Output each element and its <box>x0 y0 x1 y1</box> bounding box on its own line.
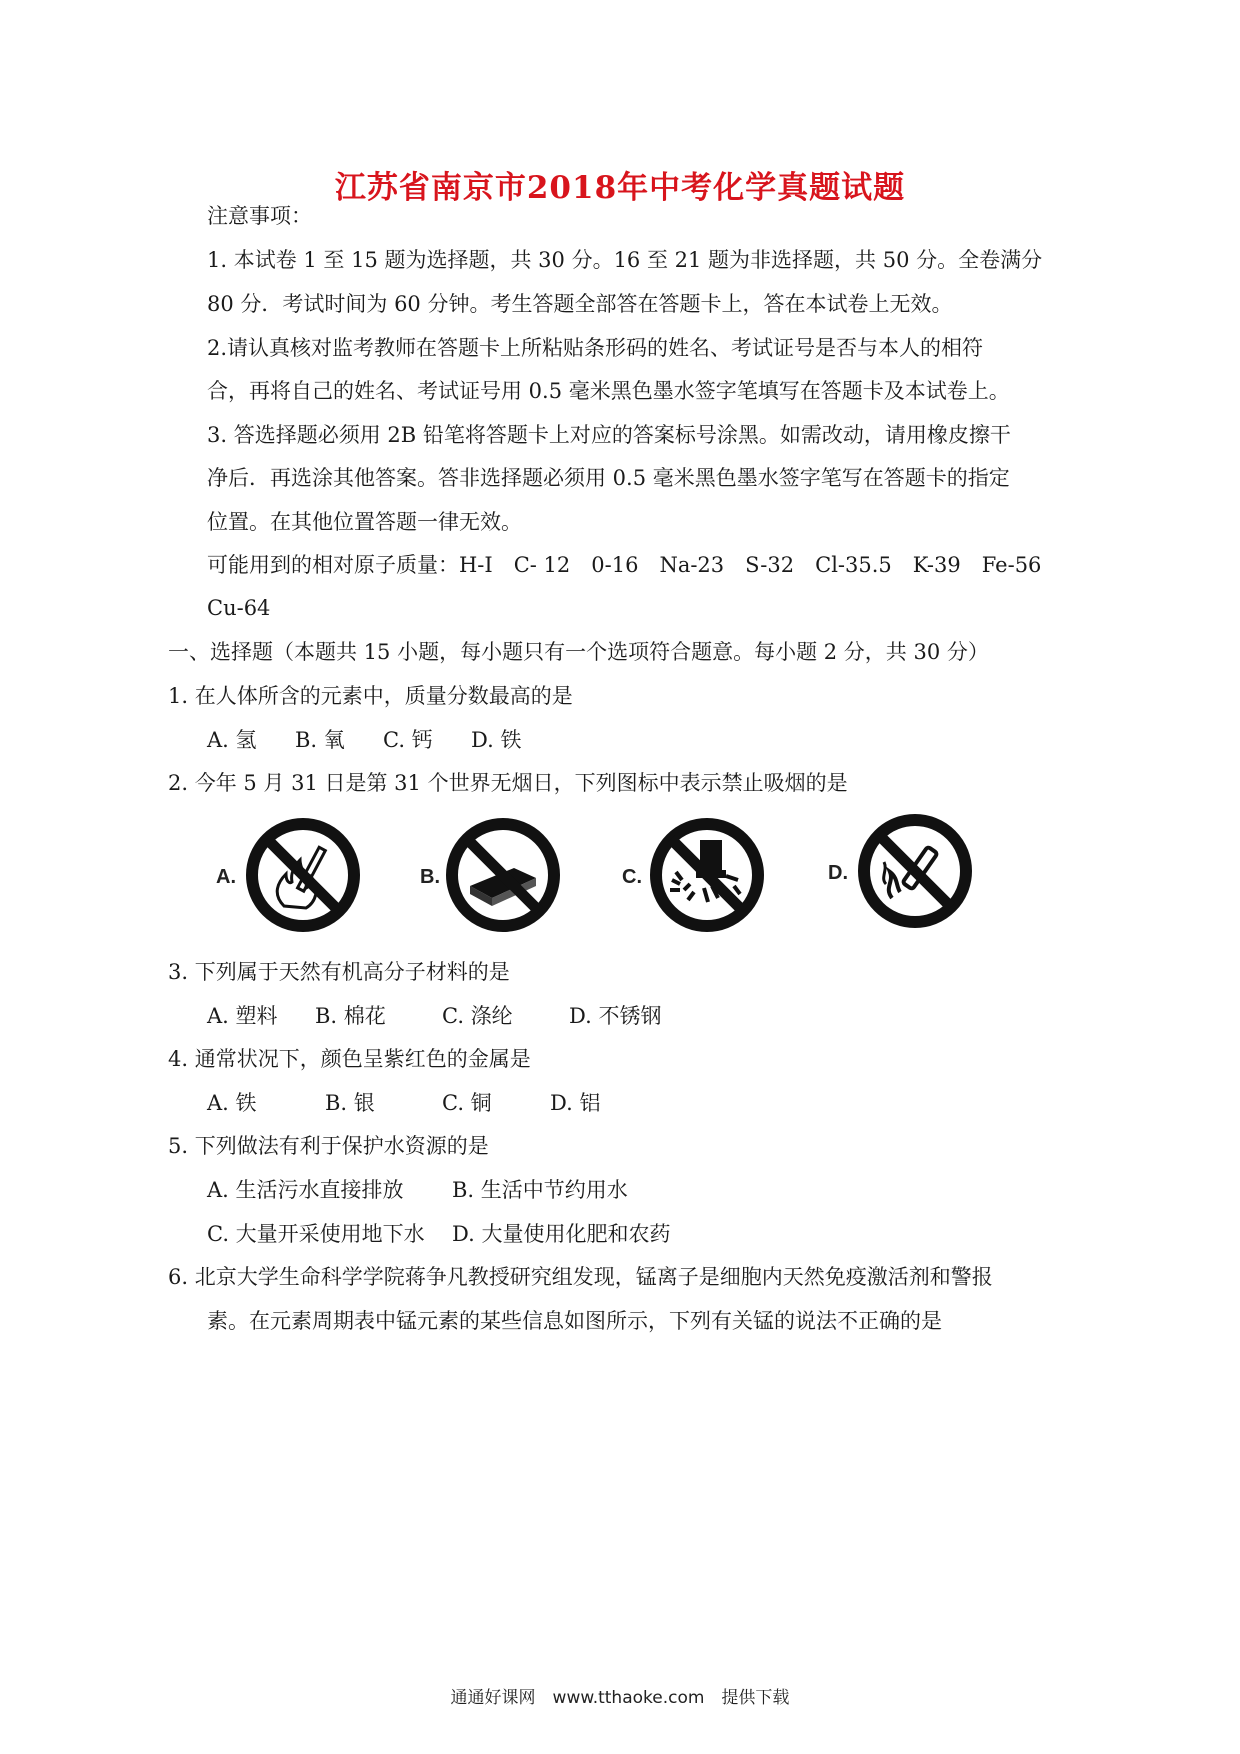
atomic-masses-cont: Cu-64 <box>207 596 271 620</box>
sign-c-label: C. <box>622 866 642 888</box>
question-5: 5. 下列做法有利于保护水资源的是 <box>168 1134 489 1158</box>
sign-b-label: B. <box>420 866 440 888</box>
notice-line: 1. 本试卷 1 至 15 题为选择题，共 30 分。16 至 21 题为非选择题，共 50 分。全卷满分 <box>207 248 1043 272</box>
no-matches-icon <box>444 816 562 934</box>
atomic-masses: 可能用到的相对原子质量：H-I C- 12 0-16 Na-23 S-32 Cl-35.5 K-39 Fe-56 <box>207 553 1042 577</box>
notice-heading: 注意事项： <box>207 204 312 228</box>
page-title: 江苏省南京市2018年中考化学真题试题 <box>334 170 906 206</box>
notice-line: 80 分．考试时间为 60 分钟。考生答题全部答在答题卡上，答在本试卷上无效。 <box>207 292 953 316</box>
footer-source: 通通好课网 www.tthaoke.com 提供下载 <box>450 1688 790 1708</box>
no-smoking-icon <box>856 812 974 930</box>
q5-option-d: D. 大量使用化肥和农药 <box>452 1222 671 1246</box>
q5-option-b: B. 生活中节约用水 <box>452 1178 628 1202</box>
section-heading: 一、选择题（本题共 15 小题，每小题只有一个选项符合题意。每小题 2 分，共 30 分） <box>168 640 989 664</box>
q4-option-b: B. 银 <box>325 1091 375 1115</box>
q4-option-d: D. 铝 <box>550 1091 601 1115</box>
question-2: 2. 今年 5 月 31 日是第 31 个世界无烟日，下列图标中表示禁止吸烟的是 <box>168 771 848 795</box>
q1-option-b: B. 氧 <box>295 728 345 752</box>
question-6: 6. 北京大学生命科学学院蒋争凡教授研究组发现，锰离子是细胞内天然免疫激活剂和警报 <box>168 1265 993 1289</box>
notice-line: 位置。在其他位置答题一律无效。 <box>207 510 522 534</box>
q5-option-c: C. 大量开采使用地下水 <box>207 1222 425 1246</box>
q3-option-d: D. 不锈钢 <box>569 1004 662 1028</box>
question-6-cont: 素。在元素周期表中锰元素的某些信息如图所示，下列有关锰的说法不正确的是 <box>207 1309 942 1333</box>
q1-option-c: C. 钙 <box>383 728 433 752</box>
no-fire-icon <box>244 816 362 934</box>
notice-line: 3. 答选择题必须用 2B 铅笔将答题卡上对应的答案标号涂黑。如需改动，请用橡皮擦干 <box>207 423 1011 447</box>
q1-option-d: D. 铁 <box>471 728 522 752</box>
no-fireworks-icon <box>648 816 766 934</box>
q4-option-a: A. 铁 <box>207 1091 257 1115</box>
sign-d-label: D. <box>828 862 848 884</box>
notice-line: 合，再将自己的姓名、考试证号用 0.5 毫米黑色墨水签字笔填写在答题卡及本试卷上。 <box>207 379 1010 403</box>
q5-option-a: A. 生活污水直接排放 <box>207 1178 404 1202</box>
q3-option-c: C. 涤纶 <box>442 1004 513 1028</box>
sign-a-label: A. <box>216 866 236 888</box>
question-4: 4. 通常状况下，颜色呈紫红色的金属是 <box>168 1047 531 1071</box>
q3-option-a: A. 塑料 <box>207 1004 278 1028</box>
q3-option-b: B. 棉花 <box>315 1004 386 1028</box>
q1-option-a: A. 氢 <box>207 728 257 752</box>
notice-line: 2.请认真核对监考教师在答题卡上所粘贴条形码的姓名、考试证号是否与本人的相符 <box>207 336 984 360</box>
question-1: 1. 在人体所含的元素中，质量分数最高的是 <box>168 684 573 708</box>
question-3: 3. 下列属于天然有机高分子材料的是 <box>168 960 510 984</box>
notice-line: 净后．再选涂其他答案。答非选择题必须用 0.5 毫米黑色墨水签字笔写在答题卡的指定 <box>207 466 1010 490</box>
q4-option-c: C. 铜 <box>442 1091 492 1115</box>
